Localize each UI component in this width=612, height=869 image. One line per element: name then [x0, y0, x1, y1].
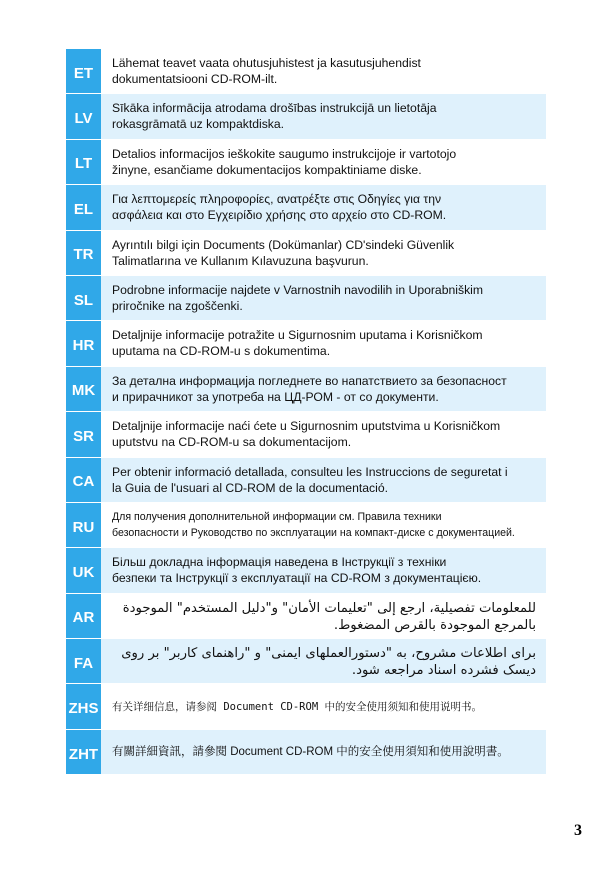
language-code: SR — [66, 412, 101, 456]
language-row-fa — [66, 639, 546, 684]
language-text: Detaljnije informacije naći ćete u Sigurnosnim uputstvima u Korisničkom uputstvu na CD-ROM-u sa dokumentacijom. — [101, 412, 546, 456]
language-text: برای اطلاعات مشروح، به "دستورالعملهای ایمنی" و "راهنمای کاربر" بر روی دیسک فشرده اسناد مراجعه شود. — [101, 639, 546, 683]
language-row-lv — [66, 94, 546, 139]
language-row-hr — [66, 321, 546, 366]
language-code: TR — [66, 231, 101, 275]
language-row-lt — [66, 140, 546, 185]
language-text: Detaljnije informacije potražite u Sigurnosnim uputama i Korisničkom uputama na CD-ROM-u s dokumentima. — [101, 321, 546, 365]
language-text: Για λεπτομερείς πληροφορίες, ανατρέξτε στις Οδηγίες για την ασφάλεια και στο Εγχειρίδιο χρήσης στο αρχείο στο CD-ROM. — [101, 185, 546, 229]
language-code: MK — [66, 367, 101, 411]
language-row-ar — [66, 594, 546, 639]
language-row-ca — [66, 458, 546, 503]
language-text: Per obtenir informació detallada, consulteu les Instruccions de seguretat i la Guia de l'usuari al CD-ROM de la documentació. — [101, 458, 546, 502]
language-row-zht — [66, 730, 546, 775]
language-text: 有关详细信息，请参阅 Document CD-ROM 中的安全使用须知和使用说明书。 — [101, 684, 546, 728]
language-code: UK — [66, 548, 101, 592]
language-row-sl — [66, 276, 546, 321]
language-code: CA — [66, 458, 101, 502]
language-code: ZHS — [66, 684, 101, 728]
language-text: 有關詳細資訊，請參閱 Document CD-ROM 中的安全使用須知和使用說明書。 — [101, 730, 546, 774]
language-text: Для получения дополнительной информации см. Правила техники безопасности и Руководство по эксплуатации на компакт-диске с документацией. — [101, 503, 546, 547]
page-number: 3 — [574, 822, 582, 839]
language-code: RU — [66, 503, 101, 547]
language-text: Podrobne informacije najdete v Varnostnih navodilih in Uporabniškim priročnike na zgoščenki. — [101, 276, 546, 320]
language-row-sr — [66, 412, 546, 457]
language-code: SL — [66, 276, 101, 320]
language-code: LT — [66, 140, 101, 184]
language-text: Більш докладна інформація наведена в Інструкції з техніки безпеки та Інструкції з експлуатації на CD-ROM з документацією. — [101, 548, 546, 592]
language-row-zhs — [66, 684, 546, 729]
language-text: Sīkāka informācija atrodama drošības instrukcijā un lietotāja rokasgrāmatā uz kompaktdiska. — [101, 94, 546, 138]
language-row-tr — [66, 231, 546, 276]
language-code: AR — [66, 594, 101, 638]
language-code: EL — [66, 185, 101, 229]
language-row-el — [66, 185, 546, 230]
language-text: Detalios informacijos ieškokite saugumo instrukcijoje ir vartotojo žinyne, esančiame dokumentacijos kompaktiniame diske. — [101, 140, 546, 184]
language-code: ET — [66, 49, 101, 93]
language-text: Lähemat teavet vaata ohutusjuhistest ja kasutusjuhendist dokumentatsiooni CD-ROM-ilt. — [101, 49, 546, 93]
language-code: HR — [66, 321, 101, 365]
language-row-uk — [66, 548, 546, 593]
language-code: ZHT — [66, 730, 101, 774]
language-text: Ayrıntılı bilgi için Documents (Dokümanlar) CD'sindeki Güvenlik Talimatlarına ve Kullanım Kılavuzuna başvurun. — [101, 231, 546, 275]
language-text: За детална информација погледнете во напатствието за безопасност и прирачникот за употреба на ЦД-РОМ - от со документи. — [101, 367, 546, 411]
language-row-ru — [66, 503, 546, 548]
language-table — [66, 49, 546, 775]
language-row-et — [66, 49, 546, 94]
language-code: LV — [66, 94, 101, 138]
language-text: للمعلومات تفصيلية، ارجع إلى "تعليمات الأمان" و"دليل المستخدم" الموجودة بالمرجع الموجودة بالقرص المضغوط. — [101, 594, 546, 638]
language-code: FA — [66, 639, 101, 683]
language-row-mk — [66, 367, 546, 412]
